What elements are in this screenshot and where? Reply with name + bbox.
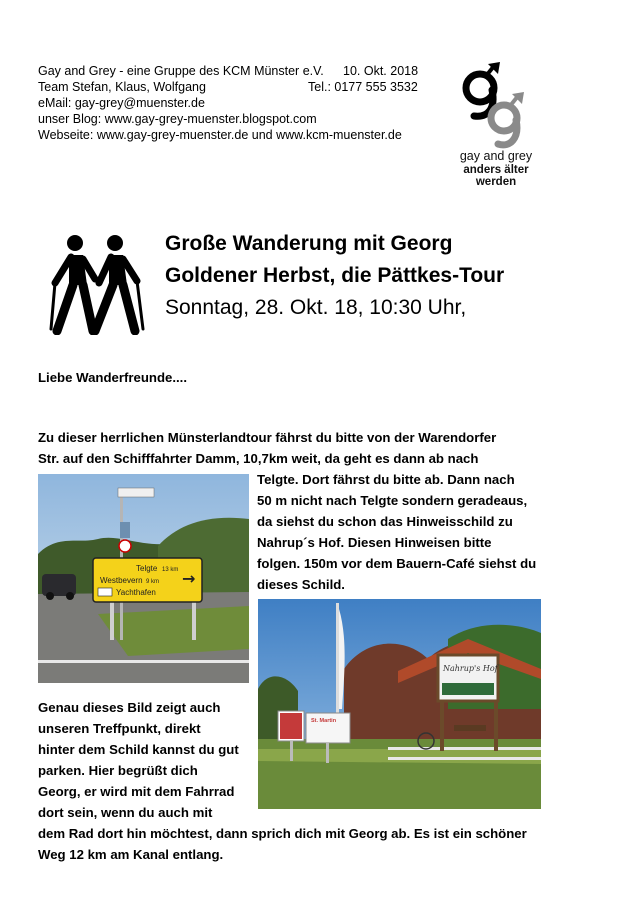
paragraph-line: Telgte. Dort fährst du bitte ab. Dann nach: [257, 472, 515, 487]
header-date: 10. Okt. 2018: [343, 64, 419, 78]
paragraph-line: Zu dieser herrlichen Münsterlandtour fährst du bitte von der Warendorfer: [38, 430, 497, 445]
header-email[interactable]: eMail: gay-grey@muenster.de: [38, 96, 205, 110]
sign-row-westbevern: Westbevern: [100, 576, 143, 585]
sign-row-telgte-km: 13 km: [162, 567, 179, 573]
paragraph-line: parken. Hier begrüßt dich: [38, 763, 198, 778]
paragraph-line: dieses Schild.: [257, 577, 345, 592]
event-title: Große Wanderung mit Georg: [165, 232, 453, 255]
sign-row-yachthafen: Yachthafen: [116, 588, 156, 597]
header-group-line: Gay and Grey - eine Gruppe des KCM Münster e.V.: [38, 64, 324, 78]
sign-arrow-icon: →: [182, 569, 196, 588]
paragraph-line: Str. auf den Schifffahrter Damm, 10,7km weit, da geht es dann ab nach: [38, 451, 479, 466]
st-martin-sign-text: St. Martin: [311, 718, 337, 724]
header-website[interactable]: Webseite: www.gay-grey-muenster.de und www.kcm-muenster.de: [38, 128, 402, 142]
hof-sign-text: Nahrup's Hof: [443, 664, 498, 673]
sign-row-westbevern-km: 9 km: [146, 579, 160, 585]
event-subtitle: Goldener Herbst, die Pättkes-Tour: [165, 264, 505, 287]
paragraph-line: Nahrup´s Hof. Diesen Hinweisen bitte: [257, 535, 492, 550]
paragraph-line: Weg 12 km am Kanal entlang.: [38, 847, 224, 862]
event-datetime: Sonntag, 28. Okt. 18, 10:30 Uhr,: [165, 296, 467, 319]
paragraph-line: Genau dieses Bild zeigt auch: [38, 700, 221, 715]
logo-text: gay and grey: [459, 149, 533, 163]
paragraph-line: 50 m nicht nach Telgte sondern geradeaus,: [257, 493, 528, 508]
hikers-icon: [47, 233, 147, 335]
gay-and-grey-logo: [448, 60, 544, 152]
paragraph-line: unseren Treffpunkt, direkt: [38, 721, 201, 736]
road-sign-photo: [38, 474, 249, 683]
paragraph-line: Georg, er wird mit dem Fahrrad: [38, 784, 235, 799]
paragraph-line: da siehst du schon das Hinweisschild zu: [257, 514, 513, 529]
paragraph-line: dem Rad dort hin möchtest, dann sprich dich mit Georg ab. Es ist ein schöner: [38, 826, 527, 841]
header-phone: Tel.: 0177 555 3532: [308, 80, 418, 94]
header-team: Team Stefan, Klaus, Wolfgang: [38, 80, 206, 94]
logo-slogan: anders älter werden: [463, 164, 529, 188]
paragraph-line: folgen. 150m vor dem Bauern-Café siehst du: [257, 556, 537, 571]
paragraph-line: dort sein, wenn du auch mit: [38, 805, 213, 820]
nahrups-hof-photo: [258, 599, 541, 809]
sign-row-telgte: Telgte: [136, 564, 158, 573]
greeting: Liebe Wanderfreunde....: [38, 370, 187, 385]
paragraph-line: hinter dem Schild kannst du gut: [38, 742, 239, 757]
header-blog[interactable]: unser Blog: www.gay-grey-muenster.blogspot.com: [38, 112, 317, 126]
